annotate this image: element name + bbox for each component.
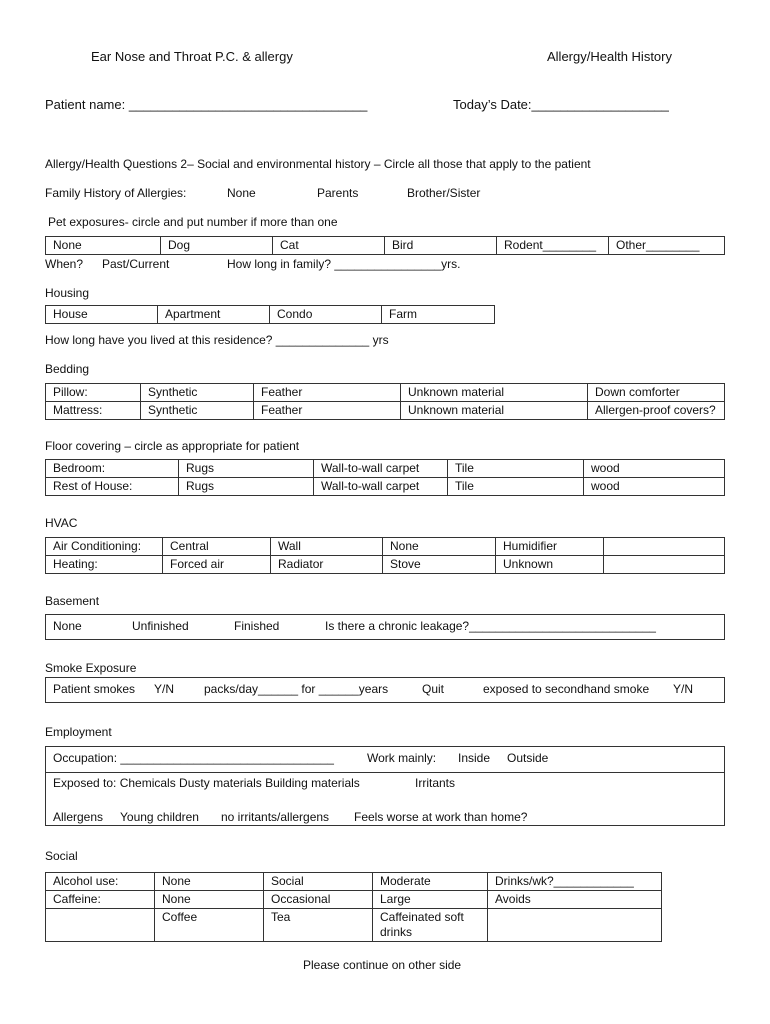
hvac-table <box>45 537 725 574</box>
bedding-option[interactable]: Feather <box>254 402 401 420</box>
hvac-row-label: Air Conditioning: <box>46 538 163 556</box>
employment-label: Employment <box>45 725 112 739</box>
family-option-brother-sister[interactable]: Brother/Sister <box>407 186 481 200</box>
hvac-option[interactable]: Wall <box>271 538 383 556</box>
housing-option[interactable]: Condo <box>270 306 382 324</box>
social-option[interactable]: Coffee <box>155 909 264 942</box>
clinic-name: Ear Nose and Throat P.C. & allergy <box>91 49 293 64</box>
pet-option[interactable]: Bird <box>385 237 497 255</box>
social-option[interactable]: None <box>155 891 264 909</box>
footer-note: Please continue on other side <box>303 958 462 972</box>
intro-text: Allergy/Health Questions 2– Social and environmental history – Circle all those that apply to the patient <box>45 157 591 171</box>
social-label: Social <box>45 849 78 863</box>
floor-option[interactable]: Wall-to-wall carpet <box>314 478 448 496</box>
pet-option[interactable]: Other________ <box>609 237 725 255</box>
secondhand-smoke-yn[interactable]: Y/N <box>673 682 694 696</box>
occupation-box <box>45 746 725 773</box>
hvac-row-label: Heating: <box>46 556 163 574</box>
bedding-option[interactable]: Synthetic <box>141 402 254 420</box>
hvac-option[interactable]: None <box>383 538 496 556</box>
floor-table <box>45 459 725 496</box>
social-row-label: Caffeine: <box>46 891 155 909</box>
occupation-field[interactable]: Occupation: ________________________________ <box>53 751 334 765</box>
basement-option-none[interactable]: None <box>53 619 82 633</box>
allergens-option[interactable]: Allergens <box>53 810 104 824</box>
pet-option[interactable]: None <box>46 237 161 255</box>
work-mainly-label: Work mainly: <box>367 751 437 765</box>
bedding-label: Bedding <box>45 362 90 376</box>
family-history-label: Family History of Allergies: <box>45 186 187 200</box>
housing-option[interactable]: House <box>46 306 158 324</box>
packs-per-day-field[interactable]: packs/day______ for ______years <box>204 682 389 696</box>
todays-date-field[interactable]: Today’s Date:___________________ <box>453 97 669 112</box>
when-option[interactable]: Past/Current <box>102 257 170 271</box>
hvac-option[interactable]: Forced air <box>163 556 271 574</box>
feels-worse-option[interactable]: Feels worse at work than home? <box>354 810 528 824</box>
social-option[interactable]: Caffeinated soft drinks <box>373 909 488 942</box>
floor-row-label: Rest of House: <box>46 478 179 496</box>
basement-option-finished[interactable]: Finished <box>234 619 280 633</box>
floor-option[interactable]: Wall-to-wall carpet <box>314 460 448 478</box>
social-table <box>45 872 662 942</box>
bedding-table <box>45 383 725 420</box>
floor-option[interactable]: Rugs <box>179 478 314 496</box>
hvac-option[interactable]: Radiator <box>271 556 383 574</box>
how-long-in-family-field[interactable]: How long in family? ________________yrs. <box>227 257 461 271</box>
family-option-none[interactable]: None <box>227 186 256 200</box>
bedding-option[interactable]: Synthetic <box>141 384 254 402</box>
drinks-per-week-field[interactable]: Drinks/wk?____________ <box>488 873 662 891</box>
housing-table <box>45 305 495 324</box>
social-option[interactable]: Tea <box>264 909 373 942</box>
exposure-box <box>45 772 725 826</box>
hvac-option[interactable] <box>604 538 725 556</box>
form-title: Allergy/Health History <box>547 49 672 64</box>
hvac-option[interactable] <box>604 556 725 574</box>
bedding-option[interactable]: Unknown material <box>401 402 588 420</box>
patient-smokes-yn[interactable]: Y/N <box>154 682 175 696</box>
floor-option[interactable]: wood <box>584 478 725 496</box>
work-outside-option[interactable]: Outside <box>507 751 549 765</box>
floor-option[interactable]: wood <box>584 460 725 478</box>
patient-name-field[interactable]: Patient name: _________________________________ <box>45 97 368 112</box>
exposed-to-options[interactable]: Exposed to: Chemicals Dusty materials Building materials <box>53 776 360 790</box>
bedding-option[interactable]: Feather <box>254 384 401 402</box>
pet-table <box>45 236 725 255</box>
hvac-option[interactable]: Unknown <box>496 556 604 574</box>
secondhand-smoke-label: exposed to secondhand smoke <box>483 682 650 696</box>
floor-option[interactable]: Rugs <box>179 460 314 478</box>
young-children-option[interactable]: Young children <box>120 810 199 824</box>
bedding-option[interactable]: Down comforter <box>588 384 725 402</box>
no-irritants-option[interactable]: no irritants/allergens <box>221 810 330 824</box>
floor-option[interactable]: Tile <box>448 478 584 496</box>
housing-label: Housing <box>45 286 90 300</box>
pet-option[interactable]: Cat <box>273 237 385 255</box>
quit-option[interactable]: Quit <box>422 682 445 696</box>
social-option[interactable]: Social <box>264 873 373 891</box>
social-option[interactable]: Large <box>373 891 488 909</box>
basement-box <box>45 614 725 640</box>
bedding-option[interactable]: Unknown material <box>401 384 588 402</box>
residence-duration-field[interactable]: How long have you lived at this residence? ______________ yrs <box>45 333 389 347</box>
family-option-parents[interactable]: Parents <box>317 186 359 200</box>
social-option[interactable]: None <box>155 873 264 891</box>
pet-option[interactable]: Dog <box>161 237 273 255</box>
smoke-box <box>45 677 725 703</box>
social-option[interactable] <box>488 909 662 942</box>
smoke-exposure-label: Smoke Exposure <box>45 661 137 675</box>
bedding-option[interactable]: Allergen-proof covers? <box>588 402 725 420</box>
floor-covering-label: Floor covering – circle as appropriate for patient <box>45 439 300 453</box>
bedding-row-label: Pillow: <box>46 384 141 402</box>
chronic-leakage-field[interactable]: Is there a chronic leakage?____________________________ <box>325 619 656 633</box>
work-inside-option[interactable]: Inside <box>458 751 491 765</box>
housing-option[interactable]: Apartment <box>158 306 270 324</box>
floor-option[interactable]: Tile <box>448 460 584 478</box>
pet-option[interactable]: Rodent________ <box>497 237 609 255</box>
irritants-option[interactable]: Irritants <box>415 776 456 790</box>
hvac-label: HVAC <box>45 516 78 530</box>
housing-option[interactable]: Farm <box>382 306 495 324</box>
when-label: When? <box>45 257 84 271</box>
social-option[interactable]: Occasional <box>264 891 373 909</box>
hvac-option[interactable]: Humidifier <box>496 538 604 556</box>
pet-exposures-label: Pet exposures- circle and put number if more than one <box>48 215 338 229</box>
social-row-label <box>46 909 155 942</box>
bedding-row-label: Mattress: <box>46 402 141 420</box>
hvac-option[interactable]: Central <box>163 538 271 556</box>
patient-smokes-label: Patient smokes <box>53 682 136 696</box>
hvac-option[interactable]: Stove <box>383 556 496 574</box>
social-option[interactable]: Moderate <box>373 873 488 891</box>
social-row-label: Alcohol use: <box>46 873 155 891</box>
basement-option-unfinished[interactable]: Unfinished <box>132 619 189 633</box>
floor-row-label: Bedroom: <box>46 460 179 478</box>
basement-label: Basement <box>45 594 100 608</box>
social-option[interactable]: Avoids <box>488 891 662 909</box>
